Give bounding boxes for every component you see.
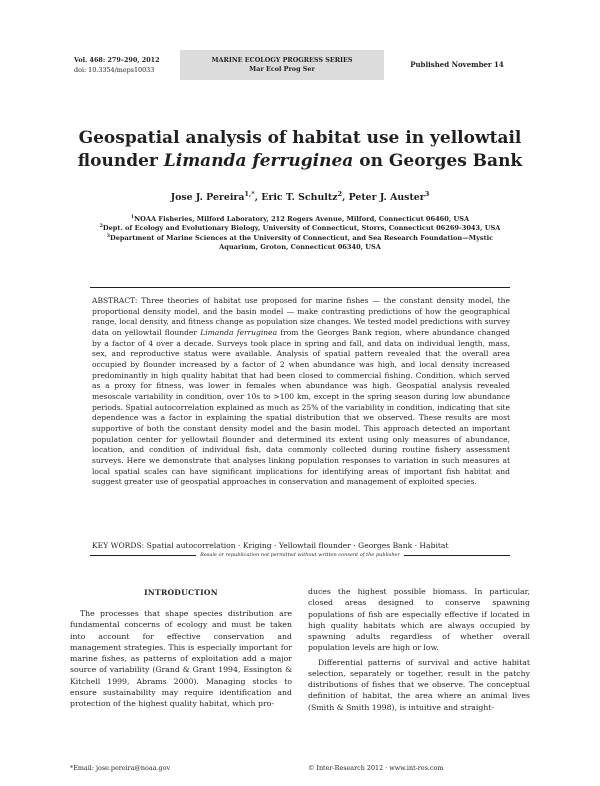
copyright: © Inter-Research 2012 · www.int-res.com (308, 764, 444, 772)
author-name: Peter J. Auster (348, 192, 425, 203)
keywords-label: KEY WORDS: (92, 541, 145, 550)
affil-text: NOAA Fisheries, Milford Laboratory, 212 Rogers Avenue, Milford, Connecticut 06460, USA (134, 215, 470, 223)
title-text: flounder (77, 151, 164, 171)
resale-notice (90, 552, 510, 558)
affiliation (95, 234, 505, 253)
affil-mark: 3 (106, 233, 110, 239)
abstract-label: ABSTRACT: (92, 296, 138, 305)
author-separator: , (254, 192, 262, 203)
author-separator: , (342, 192, 349, 203)
affil-mark: 1 (130, 214, 135, 220)
author-list (70, 189, 530, 203)
left-column (70, 608, 292, 709)
affiliation (95, 215, 505, 224)
intro-paragraph: The processes that shape species distribution are fundamental concerns of ecology and must be taken into account for effective conservation and management strategies. This is especially important for marine fishes, as patterns of exploitation add a major source of variability (Grand & Grant 1994, Essington & Kitchell 1999, Abrams 2000). Managing stocks to ensure sustainability may require identification and protection of the highest quality habitat, which pro- (70, 609, 292, 708)
intro-paragraph: duces the highest possible biomass. In particular, closed areas designed to conserve spawning populations of fish are especially effective if located in high quality habitats which are always occupied by spawning adults regardless of whether overall population levels are high or low. (308, 587, 530, 653)
affiliation (95, 224, 505, 233)
title-text: on Georges Bank (353, 151, 523, 171)
resale-notice-text: Resale or republication not permitted without written consent of the publisher (196, 552, 404, 558)
journal-abbrev: Mar Ecol Prog Ser (249, 65, 315, 73)
affil-mark: 2 (99, 224, 103, 230)
affil-text: Department of Marine Sciences at the University of Connecticut, and Sea Research Foundation—Mystic Aquarium, Groton, Connecticut 06340, USA (110, 233, 494, 252)
abstract-top-rule (90, 287, 510, 288)
journal-name: MARINE ECOLOGY PROGRESS SERIES (211, 56, 353, 64)
doi: doi: 10.3354/meps10033 (74, 65, 155, 74)
right-column (308, 586, 530, 713)
author-affil-mark: 2 (337, 189, 343, 198)
journal-name-block (180, 50, 384, 80)
abstract-text: Three theories of habitat use proposed for marine fishes — the constant density model, the proportional density model, and the basin model — make contrasting predictions of how the geographical range, local density, and fitness change as population size changes. We tested model predictions with survey data on yellowtail flounder (92, 296, 510, 337)
abstract (92, 296, 510, 488)
published-date: Published November 14 (410, 60, 504, 69)
affiliations (95, 215, 505, 253)
keywords (92, 541, 510, 550)
keywords-text: Spatial autocorrelation · Kriging · Yellowtail flounder · Georges Bank · Habitat (146, 541, 449, 550)
author-affil-mark: 3 (424, 189, 430, 198)
abstract-text: from the Georges Bank region, where abundance changed by a factor of 4 over a decade. Surveys took place in spring and fall, and data on individual length, mass, sex, and reproductive status were available. Analysis of spatial pattern revealed that the overall area occupied by flounder increased by a factor of 2 when abundance was high, and local density increased predominantly in high quality habitat that had been closed to commercial fishing. Condition, which served as a proxy for fitness, was lower in females when abundance was high. Geospatial analysis revealed mesoscale variability in condition, over 10s to >100 km, except in the spring season during low abundance periods. Spatial autocorrelation explained as much as 25% of the variability in condition, indicating that site dependence was a factor in explaining the spatial distribution that we observed. These results are most supportive of both the constant density model and the basin model. This approach detected an important population center for yellowtail flounder and determined its extent using only measures of abundance, location, and condition of individual fish, data commonly collected during routine fishery assessment surveys. Here we demonstrate that analyses linking population responses to variation in such measures at local spatial scales can have significant implications for identifying areas of important fish habitat and suggest greater use of geospatial approaches in conservation and management of exploited species. (92, 327, 510, 487)
citation-block (70, 50, 180, 80)
author-affil-mark: 1,* (244, 189, 255, 198)
title-line-2 (70, 150, 530, 173)
author-name: Eric T. Schultz (261, 192, 338, 203)
corresponding-email: *Email: jose.pereira@noaa.gov (70, 764, 171, 772)
abstract-species: Limanda ferruginea (200, 327, 278, 337)
affil-text: Dept. of Ecology and Evolutionary Biology, University of Connecticut, Storrs, Connecticut 06269-3043, USA (102, 224, 501, 233)
volume-info: Vol. 468: 279–290, 2012 (74, 56, 160, 64)
journal-header (70, 50, 530, 80)
paper-title (70, 127, 530, 173)
title-line-1: Geospatial analysis of habitat use in yellowtail (78, 128, 522, 148)
author-name: Jose J. Pereira (170, 192, 245, 203)
section-heading: INTRODUCTION (144, 588, 218, 597)
title-species: Limanda ferruginea (163, 151, 354, 171)
intro-paragraph: Differential patterns of survival and active habitat selection, separately or together, result in the patchy distributions of fishes that we observe. The conceptual definition of habitat, the area where an animal lives (Smith & Smith 1998), is intuitive and straight- (308, 657, 530, 712)
